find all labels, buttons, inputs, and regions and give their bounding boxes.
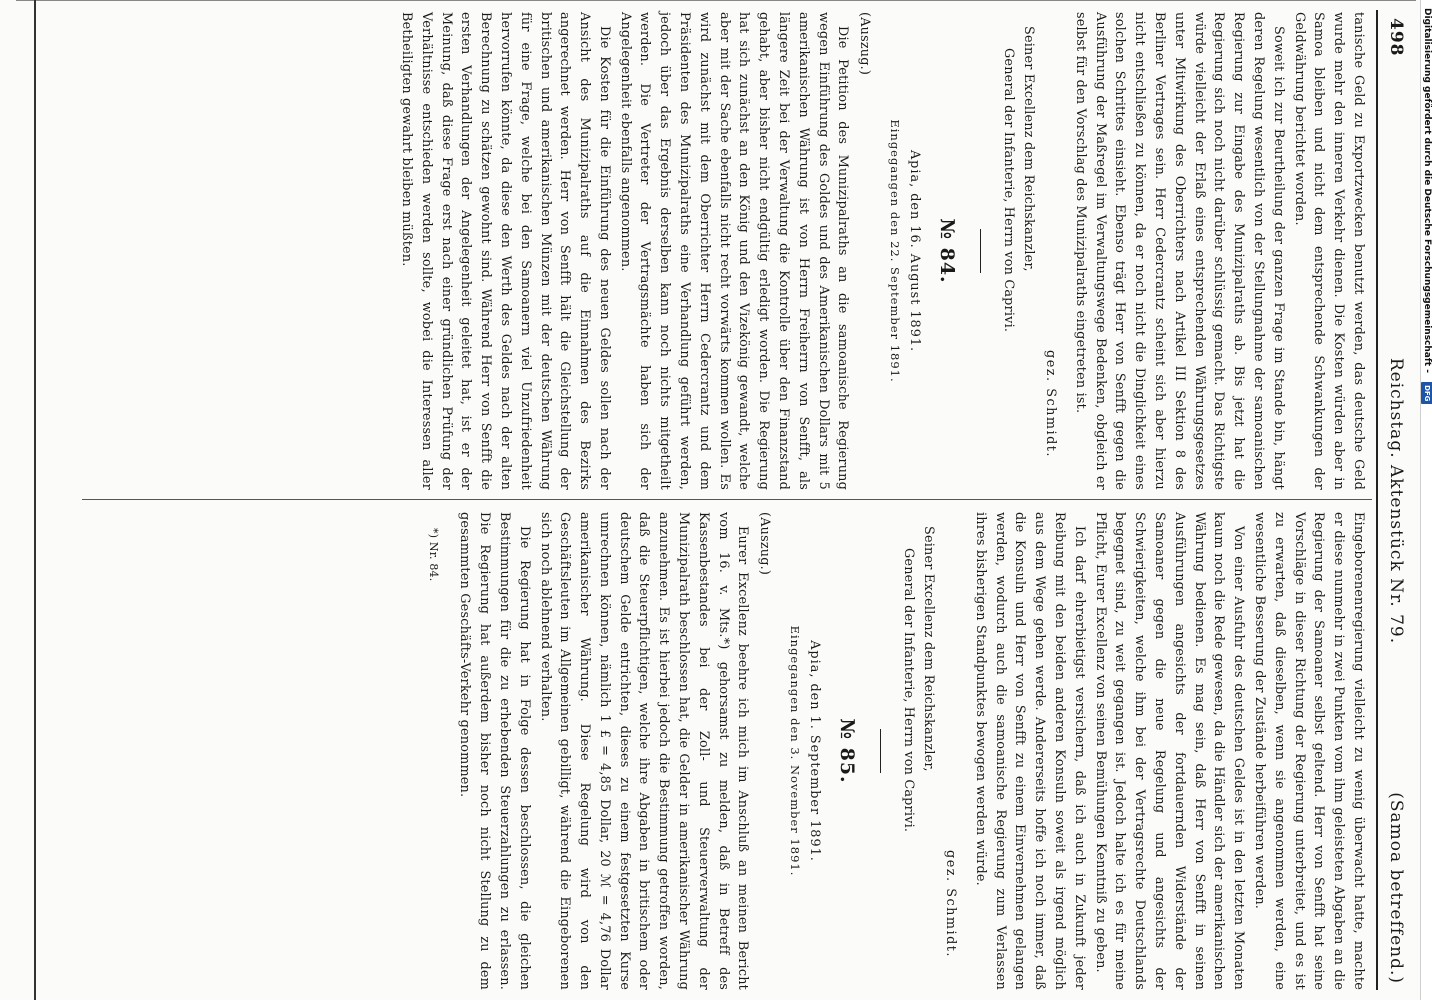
header-title: Reichstag. Aktenstück Nr. 79.: [1386, 357, 1406, 645]
received-date: Eingegangen den 22. September 1891.: [888, 119, 903, 383]
address-line: General der Infanterie, Herrn von Caprivi.: [1001, 48, 1017, 333]
right-column: [422, 512, 1368, 990]
left-paragraph: Die Petition des Munizipalraths an die samoanische Regierung wegen Einführung des Goldes und des Amerikanischen Dollars mit 5 amerikanischen Währung ist von Herrn Freiherrn von Senfft, als längere Zeit bei der Verwaltung die Kontrolle über den Finanzstand gehabt, aber bisher nicht endgültig erledigt worden. Die Regierung hat sich zunächst an den König und den Vizekönig gewandt, welche aber mit der Sache ebenfalls nicht recht vorwärts kommen wollen. Es wird zunächst mit dem Oberrichter Herrn Cedercrantz und dem Präsidenten des Munizipalraths eine Verhandlung geführt werden, jedoch über das Ergebnis derselben kann noch nichts mitgetheilt werden. Die Vertreter der Vertragsmächte haben sich der Angelegenheit ebenfalls angenommen.: [617, 12, 851, 490]
document-number: № 84.: [935, 218, 958, 284]
document-date: Apia, den 16. August 1891.: [906, 149, 922, 353]
address-line: General der Infanterie, Herrn von Caprivi.: [901, 548, 917, 833]
page-number: 498: [1386, 18, 1406, 57]
document-date: Apia, den 1. September 1891.: [806, 640, 822, 862]
right-paragraph: Die Regierung hat in Folge dessen beschlossen, die gleichen Bestimmungen für die zu erhebenden Steuerzahlungen zu erlassen. Die Regierung hat außerdem bisher noch nicht Stellung zu dem gesammten Geschäfts-Verkehr genommen.: [457, 512, 532, 990]
right-paragraph: Ich darf ehrerbietigst versichern, daß ich auch in Zukunft jeder Reibung mit den beiden anderen Konsuln soweit als irgend möglich aus dem Wege gehen werde. Andererseits hoffe ich noch immer, daß die Konsuln und Herr von Senfft zu einem Einvernehmen gelangen werden, wodurch auch die samoanische Regierung zum Verlassen ihres bisherigen Standpunktes bewogen werden würde.: [972, 512, 1087, 990]
page-left-border: [16, 0, 1416, 1]
column-divider: [82, 499, 1372, 500]
excerpt-label: (Auszug.): [857, 12, 873, 76]
header-rule: [1376, 10, 1378, 990]
footnote: *) Nr. 84.: [426, 528, 440, 582]
right-paragraph: Eingeborenenregierung vielleicht zu wenig überwacht hatte, machte er diese nunmehr in zwei Punkten vom ihm geleisteten Abgaben an die Regierung der Samoaner selbst geltend. Herr von Senfft hat seine Vorschläge in dieser Richtung der Regierung unterbreitet, und es ist zu erwarten, daß dieselben, wenn sie angenommen werden, eine wesentliche Besserung der Zustände herbeiführen werden.: [1252, 512, 1366, 990]
left-paragraph: Soweit ich zur Beurtheilung der ganzen Frage im Stande bin, hängt deren Regelung wesentlich von der Stellungnahme der samoanischen Regierung zur Eingabe des Munizipalraths ab. Bis jetzt hat die Regierung sich noch nicht darüber schlüssig gemacht. Das Richtigste würde vielleicht der Erlaß eines entsprechenden Währungsgesetzes unter Mitwirkung des Oberrichters nach Artikel III Sektion 8 des Berliner Vertrages sein. Herr Cedercrantz scheint sich aber hierzu nicht entschließen zu können, da er noch nicht die Dinglichkeit eines solchen Schrittes einsieht. Ebenso trägt Herr von Senfft gegen die Ausführung der Maßregel im Verwaltungswege Bedenken, obgleich er selbst für den Vorschlag des Munizipalraths eingetreten ist.: [1072, 12, 1286, 490]
signature: gez. Schmidt.: [1043, 350, 1059, 458]
page-bottom-border: [34, 0, 36, 1000]
left-column: [395, 12, 1368, 490]
address-line: Seiner Excellenz dem Reichskanzler,: [921, 526, 937, 772]
section-separator: [880, 729, 881, 773]
left-paragraph: tanische Geld zu Exportzwecken benutzt werden, das deutsche Geld wurde mehr den inneren Verkehr dienen. Die Kosten würden aber in Samoa bleiben und nicht dem entsprechende Schwankungen der Geldwährung berichtet worden.: [1291, 12, 1366, 490]
document-page: [16, 0, 1416, 1000]
digitization-sidebar: [1420, 0, 1432, 1000]
signature: gez. Schmidt.: [943, 850, 959, 958]
section-separator: [980, 229, 981, 273]
excerpt-label: (Auszug.): [757, 512, 773, 576]
page-header: [1382, 18, 1408, 984]
document-number: № 85.: [835, 718, 858, 784]
right-paragraph: Von einer Ausfuhr des deutschen Geldes ist in den letzten Monaten kaum noch die Rede gewesen, da die Händler sich der amerikanischen Währung bedienen. Es mag sein, daß Herr von Senfft in seinen Ausführungen angesichts der fortdauernden Widerstände der Samoaner gegen die neue Regelung und angesichts der Schwierigkeiten, welche ihm bei der Vertragsrechte Deutschlands begegnet sind, zu weit gegangen ist. Jedoch halte ich es für meine Pflicht, Eurer Excellenz von seinen Bemühungen Kenntniß zu geben.: [1092, 512, 1247, 990]
digitization-caption: [1421, 0, 1432, 1008]
header-issue: (Samoa betreffend.): [1386, 792, 1406, 984]
right-paragraph: Eurer Excellenz beehre ich mich im Anschluß an meinen Bericht vom 16. v. Mts.*) gehorsamst zu melden, daß in Betreff des Kassenbestandes bei der Zoll- und Steuerverwaltung der Munizipalrath beschlossen hat, die Gelder in amerikanischer Währung anzunehmen. Es ist hierbei jedoch die Bestimmung getroffen worden, daß die Steuerpflichtigen, welche ihre Abgaben in britischem oder deutschem Gelde entrichten, dieses zu einem festgesetzten Kurse umrechnen können, nämlich 1 £ = 4,85 Dollar, 20 ℳ = 4,76 Dollar amerikanischer Währung. Diese Regelung wird von den Geschäftsleuten im Allgemeinen gebilligt, während die Eingeborenen sich noch ablehnend verhalten.: [537, 512, 751, 990]
digitization-caption-text: Digitalisierung gefördert durch die Deutsche Forschungsgemeinschaft -: [1422, 8, 1432, 373]
left-paragraph: Die Kosten für die Einführung des neuen Geldes sollen nach der Ansicht des Munizipalraths auf die Einnahmen des Bezirks angerechnet werden. Herr von Senfft hält die Gleichstellung der britischen und amerikanischen Münzen mit der deutschen Währung für eine Frage, welche bei den Samoanern viel Unzufriedenheit hervorrufen könnte, da diese den Werth des Geldes nach der alten Berechnung zu schätzen gewohnt sind. Während Herr von Senfft die ersten Verhandlungen der Angelegenheit geleitet hat, ist er der Meinung, daß diese Frage erst nach einer gründlichen Prüfung der Verhältnisse entschieden werden sollte, wobei die Interessen aller Betheiligten gewahrt bleiben müßten.: [398, 12, 612, 490]
dfg-logo: DFG: [1421, 382, 1432, 404]
address-line: Seiner Excellenz dem Reichskanzler,: [1021, 26, 1037, 272]
received-date: Eingegangen den 3. November 1891.: [788, 625, 803, 877]
